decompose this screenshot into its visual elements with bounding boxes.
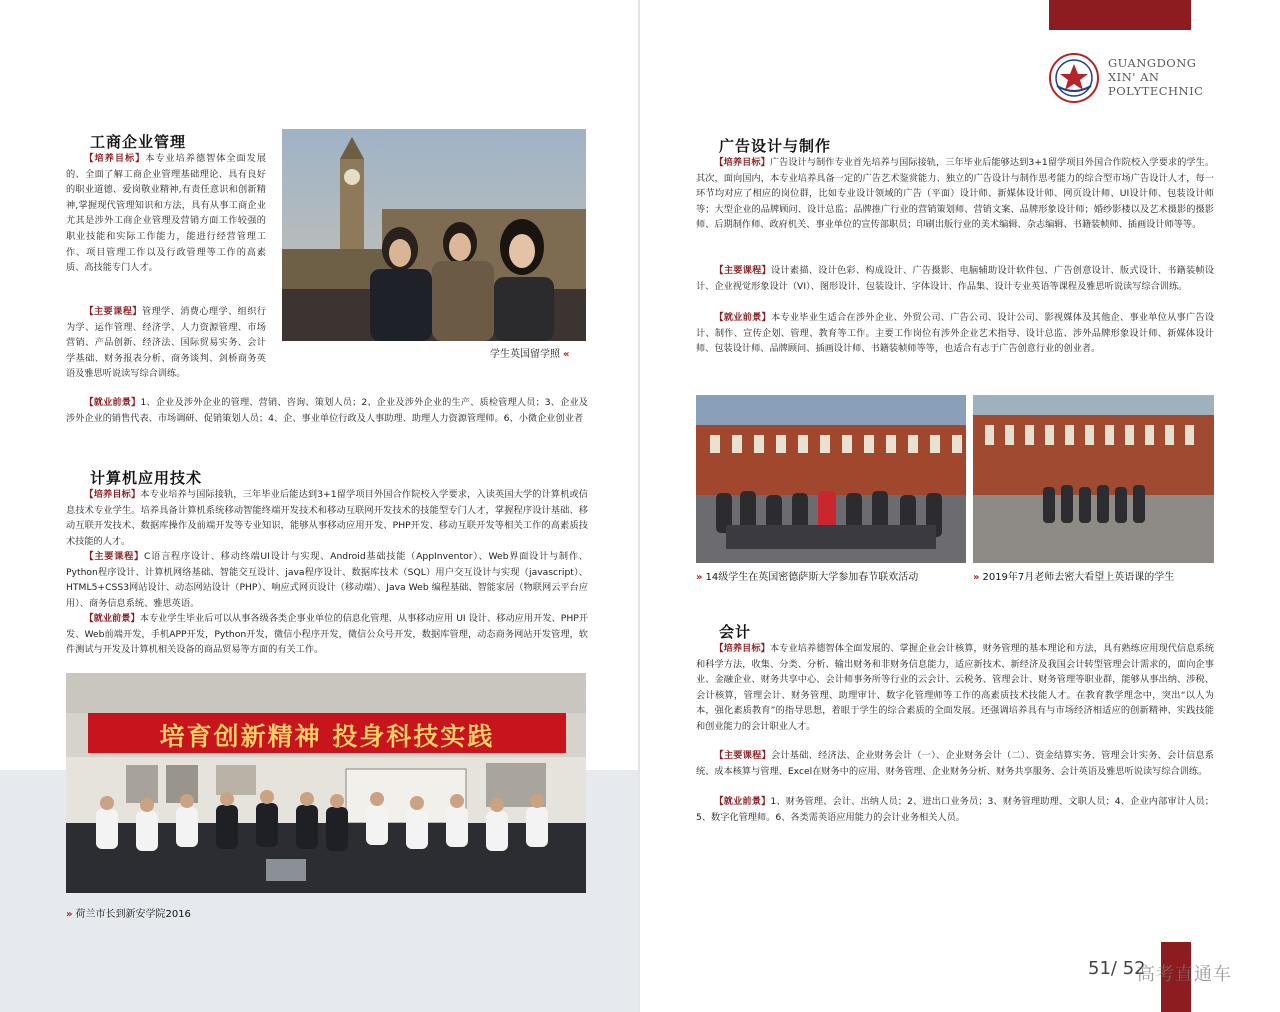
dutch-mayor-caption-text: 荷兰市长到新安学院2016 (75, 909, 191, 920)
accounting-goal-text: 本专业培养德智体全面发展的、掌握企业会计核算，财务管理的基本理论和方法，具有熟练应用现代信息系统和科学方法，收集、分类、分析、输出财务和非财务信息能力，适应新技术、新经济及我国会计转型管理会计需求的，面向企事业、金融企业、财务共享中心、会计师事务所等行业的云会计、云税务、管理会计、财务管理等职业群，能够从事出纳、涉税、会计核算，管理会计、财务管理、助理审计、数字化管理师等工作的高素质技术技能人才。在教育教学理念中，突出“以人为本，强化素质教育”的指导思想，着眼于学生的综合素质的全面发展。还强调培养具有与市场经济相适应的创新精神、实践技能和创业能力的会计职业人才。 (696, 643, 1215, 732)
accounting-goal-tag: 【培养目标】 (714, 643, 770, 654)
advert-job-text: 本专业毕业生适合在涉外企业、外贸公司、广告公司、设计公司、影视媒体及其他企、事业单位从事广告设计、制作、宣传企划、管理、教育等工作。主要工作岗位有涉外企业艺术指导、设计总监、涉外品牌形象设计师、新媒体设计师、包装设计师、品牌顾问、插画设计师、书籍装帧师等等，也适合有志于广告创意行业的创业者。 (696, 312, 1215, 355)
uk-students-caption-text: 学生英国留学照 (490, 349, 560, 360)
advert-course-tag: 【主要课程】 (714, 265, 771, 276)
business-goal-block (66, 151, 266, 276)
dutch-mayor-visit-photo (66, 673, 586, 893)
spring-festival-photo (696, 395, 966, 563)
uk-students-photo (282, 129, 586, 341)
spring-festival-caption-text: 14级学生在英国密德萨斯大学参加春节联欢活动 (705, 572, 919, 583)
advert-job-block (696, 310, 1214, 357)
double-chevron-right-icon: » (66, 909, 73, 920)
advert-goal-text: 广告设计与制作专业首先培养与国际接轨，三年毕业后能够达到3+1留学项目外国合作院校入学要求的学生。其次，面向国内，本专业培养具备一定的广告艺术鉴赏能力、独立的广告设计与制作思考能力的综合型市场广告设计人才，每一环节均对应了相应的岗位群，比如专业设计领域的广告（平面）设计师、新媒体设计师、网页设计师、UI设计师、包装设计师等；大型企业的品牌顾问、设计总监；品牌推广行业的营销策划师、营销文案、品牌形象设计师；婚纱影楼以及艺术摄影的摄影师、后期制作师、政府机关、事业单位的宣传部职员；印刷出版行业的美术编辑、杂志编辑、书籍装帧师、插画设计师等等。 (696, 157, 1215, 231)
computer-job-text: 本专业学生毕业后可以从事各级各类企事业单位的信息化管理、从事移动应用 UI 设计、移动应用开发、PHP开发、Web前端开发，手机APP开发，Python开发，微信小程序开发，微信公众号开发，数据库管理，动态商务网站开发管理，软件测试与开发及计算机相关设备的商品贸易等方面的有关工作。 (66, 613, 588, 656)
accounting-job-block (696, 794, 1214, 825)
watermark-text: 高考直通车 (1137, 964, 1232, 985)
uk-students-photo-caption (490, 345, 569, 360)
business-goal-tag: 【培养目标】 (84, 153, 146, 164)
business-job-text: 1、企业及涉外企业的管理、营销、咨询、策划人员；2、企业及涉外企业的生产、质检管理人员；3、企业及涉外企业的销售代表、市场调研、促销策划人员；4、企、事业单位行政及人事助理、助理人力资源管理师。6、小微企业创业者 (66, 397, 588, 424)
double-chevron-left-icon: « (563, 349, 570, 360)
computer-course-block (66, 549, 588, 611)
top-accent-bar (1049, 0, 1191, 30)
school-seal-icon (1045, 52, 1103, 104)
photo-banner-text: 培育创新精神 投身科技实践 (159, 722, 495, 751)
business-course-tag: 【主要课程】 (84, 306, 142, 317)
accounting-section-title: 会计 (719, 623, 752, 641)
business-course-block (66, 304, 266, 382)
accounting-goal-block (696, 641, 1214, 735)
advert-job-tag: 【就业前景】 (714, 312, 771, 323)
english-class-caption-text: 2019年7月老师去密大看望上英语课的学生 (982, 572, 1175, 583)
english-class-caption (973, 568, 1174, 583)
computer-section-title: 计算机应用技术 (90, 469, 203, 487)
accounting-course-tag: 【主要课程】 (714, 750, 771, 761)
uk-students-photo-art (282, 129, 586, 341)
business-course-text: 管理学、消费心理学、组织行为学、运作管理、经济学、人力资源管理、市场营销、产品创新、经济法、国际贸易实务、会计学基础、财务报表分析、商务谈判、剑桥商务英语及雅思听说读写综合训练。 (66, 306, 267, 380)
computer-job-block (66, 611, 588, 658)
computer-course-text: C语言程序设计、移动终端UI设计与实现、Android基础技能（AppInventor）、Web界面设计与制作、Python程序设计、计算机网络基础、智能交互设计、java程序设计、数据库技术（SQL）用户交互设计与实现（javascript）、HTML5+CSS3网站设计、动态网站设计（PHP）、响应式网页设计（移动端）、Java Web 编程基础、智能家居（物联网云平台应用）、商务信息系统、雅思英语。 (66, 551, 588, 609)
advert-section-title: 广告设计与制作 (719, 137, 832, 155)
computer-goal-tag: 【培养目标】 (84, 489, 141, 500)
double-chevron-right-icon: » (973, 572, 980, 583)
page-number: 51/ 52 (1088, 958, 1146, 979)
accounting-course-text: 会计基础、经济法、企业财务会计（一）、企业财务会计（二）、资金结算实务、管理会计实务、会计信息系统、成本核算与管理、Excel在财务中的应用、财务管理、企业财务分析、财务共享服务、会计英语及雅思听说读写综合训练。 (696, 750, 1214, 777)
computer-goal-text: 本专业培养与国际接轨，三年毕业后能达到3+1留学项目外国合作院校入学要求，入读英国大学的计算机或信息技术专业学生。培养具备计算机系统移动智能终端开发技术和移动互联网开发技术的技能型专门人才，掌握程序设计基础、移动互联开发技术、数据库操作及前端开发等专业知识，能够从事移动应用开发、PHP开发、移动互联开发等相关工作的高素质技术技能的人才。 (66, 489, 588, 547)
school-name-line1: GUANGDONG (1108, 56, 1197, 70)
dutch-mayor-visit-caption (66, 905, 191, 920)
computer-job-tag: 【就业前景】 (84, 613, 140, 624)
business-goal-text: 本专业培养德智体全面发展的、全面了解工商企业管理基础理论、具有良好的职业道德、爱岗敬业精神,有责任意识和创新精神,掌握现代管理知识和方法，具有从事工商企业尤其是涉外工商企业管理及营销方面工作较强的职业技能和实际工作能力，能进行经营管理工作、项目管理工作以及行政管理等工作的高素质、高技能专门人才。 (66, 153, 267, 274)
english-class-visit-photo (973, 395, 1214, 563)
accounting-job-tag: 【就业前景】 (714, 796, 771, 807)
advert-goal-tag: 【培养目标】 (714, 157, 770, 168)
advert-goal-block (696, 155, 1214, 233)
dutch-mayor-visit-photo-art (66, 673, 586, 893)
school-seal-art (1045, 52, 1103, 104)
spring-festival-caption (696, 568, 918, 583)
english-class-visit-photo-art (973, 395, 1214, 563)
business-job-block (66, 395, 588, 426)
accounting-job-text: 1、财务管理、会计、出纳人员；2、进出口业务员；3、财务管理助理、文职人员；4、企业内部审计人员；5、数字化管理师。6、各类需英语应用能力的会计业务相关人员。 (696, 796, 1214, 823)
business-section-title: 工商企业管理 (90, 133, 187, 151)
school-name (1108, 56, 1203, 98)
computer-goal-block (66, 487, 588, 549)
advert-course-text: 设计素描、设计色彩、构成设计、广告摄影、电脑辅助设计软件包、广告创意设计、版式设计、书籍装帧设计、企业视觉形象设计（VI）、图形设计、包装设计、字体设计、作品集、设计专业英语等课程及雅思听说读写综合训练。 (696, 265, 1215, 292)
school-name-line3: POLYTECHNIC (1108, 84, 1204, 98)
spring-festival-photo-art (696, 395, 966, 563)
school-name-line2: XIN' AN (1108, 70, 1160, 84)
computer-course-tag: 【主要课程】 (84, 551, 144, 562)
advert-course-block (696, 263, 1214, 294)
double-chevron-right-icon: » (696, 572, 703, 583)
business-job-tag: 【就业前景】 (84, 397, 141, 408)
accounting-course-block (696, 748, 1214, 779)
